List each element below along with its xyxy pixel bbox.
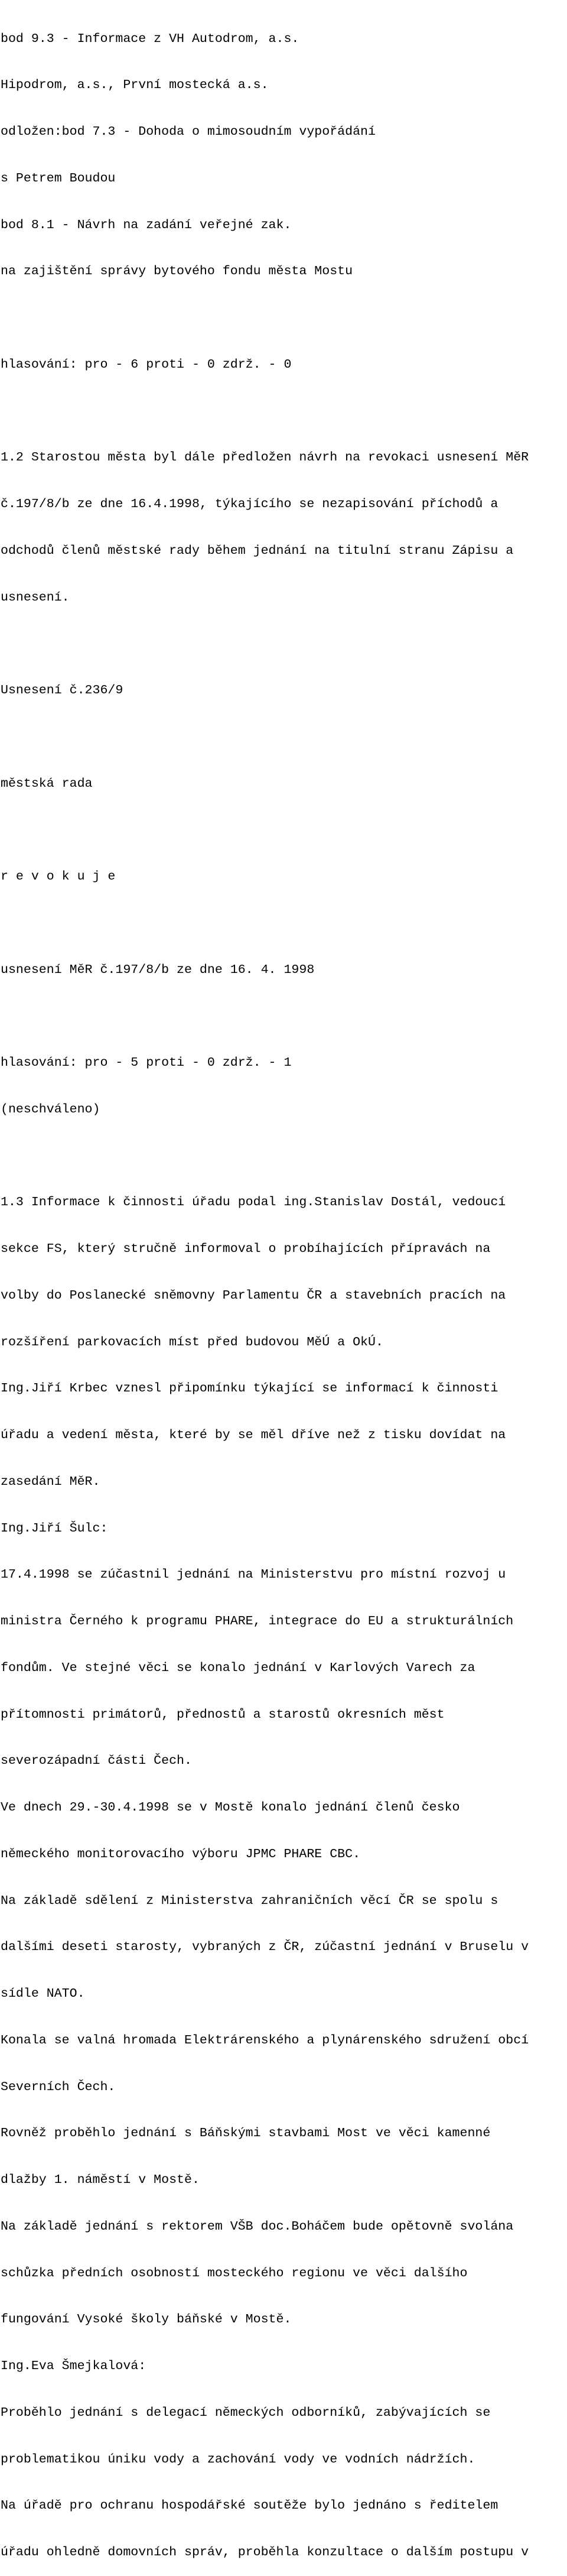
text-line: rozšíření parkovacích míst před budovou MěÚ a OkÚ.: [1, 1335, 383, 1349]
text-line: úřadu a vedení města, které by se měl dříve než z tisku dovídat na: [1, 1428, 506, 1442]
text-line: usnesení MěR č.197/8/b ze dne 16. 4. 1998: [1, 962, 315, 977]
text-line: zasedání MěR.: [1, 1474, 100, 1489]
text-line: fondům. Ve stejné věci se konalo jednání v Karlových Varech za: [1, 1660, 475, 1675]
text-line: usnesení.: [1, 590, 70, 605]
speaker-heading: Ing.Eva Šmejkalová:: [1, 2359, 146, 2373]
text-line: Na úřadě pro ochranu hospodářské soutěže bylo jednáno s ředitelem: [1, 2499, 498, 2513]
blank-line: [1, 1008, 566, 1024]
text-line: severozápadní části Čech.: [1, 1754, 192, 1769]
speaker-heading: Ing.Jiří Šulc:: [1, 1521, 108, 1536]
blank-line: [1, 822, 566, 838]
text-line: Na základě jednání s rektorem VŠB doc.Boháčem bude opětovně svolána: [1, 2219, 514, 2234]
text-line: ministra Černého k programu PHARE, integrace do EU a strukturálních: [1, 1614, 514, 1628]
text-line: bod 8.1 - Návrh na zadání veřejné zak.: [1, 218, 292, 232]
council-heading: městská rada: [1, 776, 93, 791]
text-line: sekce FS, který stručně informoval o probíhajících přípravách na: [1, 1242, 491, 1256]
text-line: č.197/8/b ze dne 16.4.1998, týkajícího se nezapisování příchodů a: [1, 497, 498, 511]
text-line: dalšími deseti starosty, vybraných z ČR, zúčastní jednání v Bruselu v: [1, 1940, 529, 1955]
text-line: schůzka předních osobností mosteckého regionu ve věci dalšího: [1, 2266, 468, 2280]
resolution-number: Usnesení č.236/9: [1, 683, 123, 697]
vote-status: (neschváleno): [1, 1102, 100, 1117]
text-line: Na základě sdělení z Ministerstva zahraničních věcí ČR se spolu s: [1, 1893, 498, 1908]
resolution-verb: r e v o k u j e: [1, 870, 116, 884]
vote-result: hlasování: pro - 6 proti - 0 zdrž. - 0: [1, 357, 292, 372]
text-line: odchodů členů městské rady během jednání na titulní stranu Zápisu a: [1, 543, 514, 558]
text-line: volby do Poslanecké sněmovny Parlamentu ČR a stavebních pracích na: [1, 1288, 506, 1303]
blank-line: [1, 916, 566, 931]
text-line: 1.2 Starostou města byl dále předložen návrh na revokaci usnesení MěR: [1, 450, 529, 465]
text-line: sídle NATO.: [1, 1987, 85, 2001]
text-line: odložen:bod 7.3 - Dohoda o mimosoudním vypořádání: [1, 125, 376, 139]
text-line: Ing.Jiří Krbec vznesl připomínku týkající se informací k činnosti: [1, 1381, 498, 1396]
text-line: dlažby 1. náměstí v Mostě.: [1, 2173, 200, 2187]
blank-line: [1, 1149, 566, 1164]
text-line: přítomnosti primátorů, přednostů a starostů okresních měst: [1, 1707, 445, 1722]
text-line: 17.4.1998 se zúčastnil jednání na Ministerstvu pro místní rozvoj u: [1, 1568, 506, 1582]
text-line: s Petrem Boudou: [1, 171, 116, 186]
blank-line: [1, 310, 566, 326]
blank-line: [1, 636, 566, 651]
text-line: úřadu ohledně domovních správ, proběhla konzultace o dalším postupu v: [1, 2545, 529, 2559]
text-line: Ve dnech 29.-30.4.1998 se v Mostě konalo jednání členů česko: [1, 1800, 460, 1815]
text-line: Hipodrom, a.s., První mostecká a.s.: [1, 78, 269, 93]
text-line: problematikou úniku vody a zachování vody ve vodních nádržích.: [1, 2452, 475, 2467]
blank-line: [1, 404, 566, 419]
blank-line: [1, 729, 566, 745]
text-line: Konala se valná hromada Elektrárenského a plynárenského sdružení obcí: [1, 2033, 529, 2048]
text-line: Rovněž proběhlo jednání s Báňskými stavbami Most ve věci kamenné: [1, 2126, 491, 2141]
text-line: německého monitorovacího výboru JPMC PHARE CBC.: [1, 1847, 361, 1861]
text-line: bod 9.3 - Informace z VH Autodrom, a.s.: [1, 31, 299, 46]
text-line: fungování Vysoké školy báňské v Mostě.: [1, 2312, 292, 2327]
text-line: Proběhlo jednání s delegací německých odborníků, zabývajících se: [1, 2405, 491, 2420]
vote-result: hlasování: pro - 5 proti - 0 zdrž. - 1: [1, 1056, 292, 1070]
text-line: na zajištění správy bytového fondu města Mostu: [1, 264, 353, 279]
text-line: 1.3 Informace k činnosti úřadu podal ing.Stanislav Dostál, vedoucí: [1, 1195, 506, 1210]
text-line: Severních Čech.: [1, 2079, 116, 2094]
document-page: [1, 0, 566, 2576]
